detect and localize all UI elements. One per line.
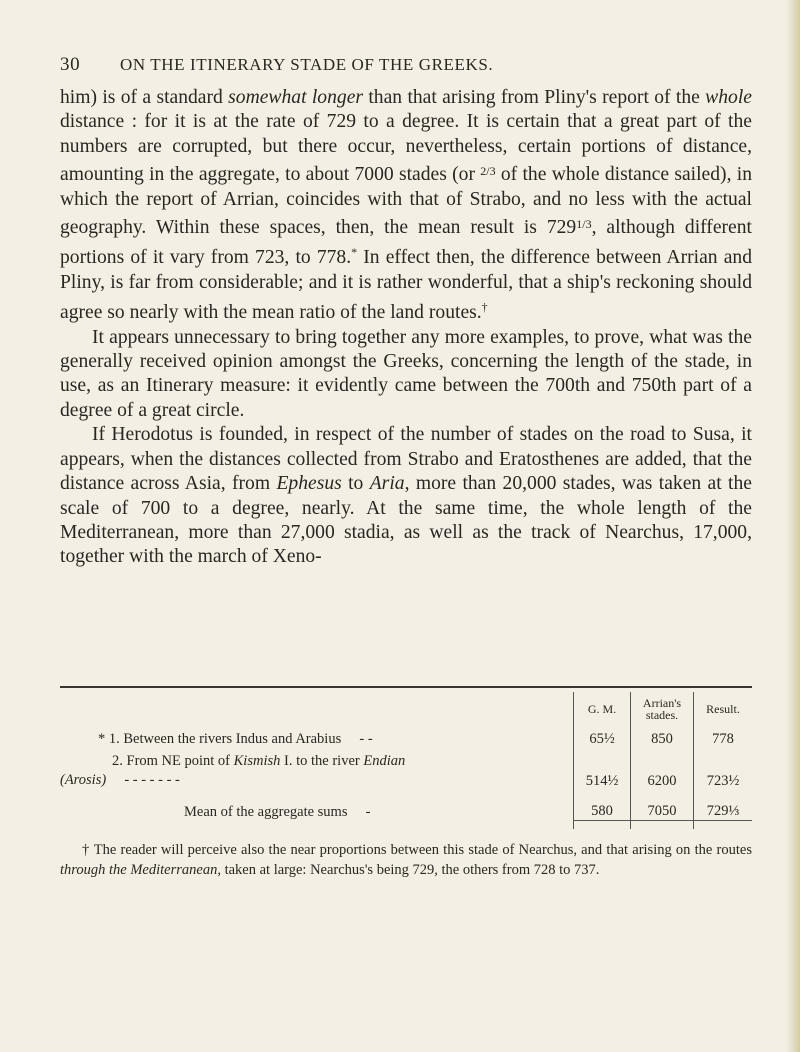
running-head: [60, 54, 752, 78]
table-row: [60, 726, 752, 748]
row-label: Mean of the aggregate sums -: [184, 803, 371, 820]
footnote-dagger: † The reader will perceive also the near proportions between this stade of Nearchus, and that arising on the routes through the Mediterranean, taken at large: Nearchus's being 729, the others from 728 to 737.: [60, 842, 752, 878]
fraction: 1/3: [576, 217, 592, 232]
page-number: 30: [60, 54, 81, 75]
footnote-table: [60, 692, 752, 829]
cell-result: 723½: [694, 748, 753, 790]
row-label: * 1. Between the rivers Indus and Arabius - -: [98, 731, 373, 747]
cell-arrian: 7050: [631, 790, 694, 821]
paragraph-3: If Herodotus is founded, in respect of the number of stades on the road to Susa, it appears, when the distances collected from Strabo and Eratosthenes are added, that the distance across Asia, from Ephesus to Aria, more than 20,000 stades, was taken at the scale of 700 to a degree, nearly. At the same time, the whole length of the Mediterranean, more than 27,000 stadia, as well as the track of Nearchus, 17,000, together with the march of Xeno-: [60, 424, 752, 568]
header-arrian: Arrian's stades.: [631, 692, 694, 726]
row-label: 2. From NE point of Kismish I. to the river Endian (Arosis) - - - - - - -: [60, 753, 406, 788]
footnote-mark: †: [481, 300, 488, 315]
fraction: 2/3: [480, 164, 496, 179]
table-row: [60, 748, 752, 790]
cell-arrian: 6200: [631, 748, 694, 790]
running-title: ON THE ITINERARY STADE OF THE GREEKS.: [120, 55, 494, 74]
cell-gm: 514½: [574, 748, 631, 790]
cell-result: 729⅓: [694, 790, 753, 821]
footnote-rule: [60, 686, 752, 688]
cell-result: 778: [694, 726, 753, 748]
table-header-row: [60, 692, 752, 726]
body-text: [60, 86, 752, 570]
header-result: Result.: [694, 692, 753, 726]
paragraph-2: It appears unnecessary to bring together any more examples, to prove, what was the generally received opinion amongst the Greeks, concerning the length of the stade, in use, as an Itinerary measure: it evidently came between the 700th and 750th part of a degree of a great circle.: [60, 326, 752, 421]
cell-gm: 580: [574, 790, 631, 821]
header-gm: G. M.: [574, 692, 631, 726]
table-row: [60, 790, 752, 821]
cell-arrian: 850: [631, 726, 694, 748]
footnote-mark: *: [351, 245, 358, 260]
cell-gm: 65½: [574, 726, 631, 748]
paragraph-1: him) is of a standard somewhat longer than that arising from Pliny's report of the whole distance : for it is at the rate of 729 to a degree. It is certain that a great part of the numbers are corrupted, but there occur, nevertheless, certain portions of distance, amounting in the aggregate, to about 7000 stades (or $^{2/3}$ of the whole distance sailed), in which the report of Arrian, coincides with that of Strabo, and no less with the actual geography. Within these spaces, then, the mean result is $729^{1/3}$, although different portions of it vary from 723, to 778.* In effect then, the difference between Arrian and Pliny, is far from considerable; and it is rather wonderful, that a ship's reckoning should agree so nearly with the mean ratio of the land routes.†: [60, 87, 752, 324]
page-edge: [786, 0, 800, 1052]
